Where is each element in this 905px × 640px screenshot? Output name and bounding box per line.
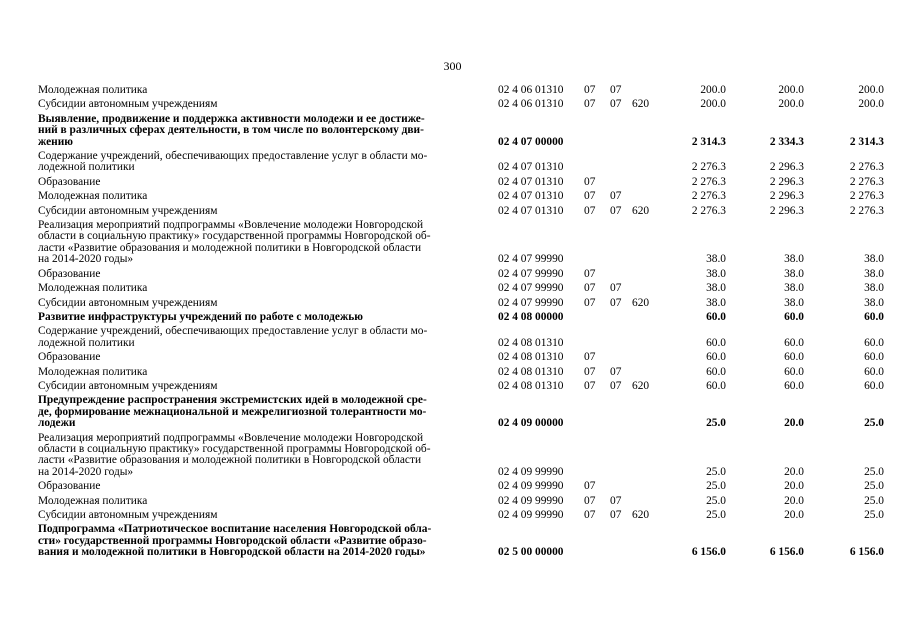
subsection-code: 07 [610,379,622,392]
subsection-code: 07 [610,84,622,96]
subsection-code: 07 [610,204,622,217]
item-name: Содержание учреждений, обеспечивающих предоставление услуг в области мо- лодежной политики [38,150,428,174]
amount-year-3: 200.0 [858,98,884,111]
item-name: Субсидии автономным учреждениям [38,509,218,521]
table-row [0,151,905,177]
item-name: Субсидии автономным учреждениям [38,98,218,111]
table-row [0,85,905,99]
budget-classification-code: 02 4 09 99990 [498,480,564,493]
section-code: 07 [584,494,596,507]
budget-classification-code: 02 4 07 99990 [498,296,564,309]
amount-year-3: 2 276.3 [849,175,884,188]
amount-year-1: 25.0 [706,494,726,507]
amount-year-3: 2 276.3 [849,161,884,174]
amount-year-2: 20.0 [784,480,804,493]
section-code: 07 [584,480,596,493]
section-code: 07 [584,365,596,378]
table-row [0,524,905,561]
table-row [0,381,905,395]
budget-classification-code: 02 4 08 01310 [498,351,564,364]
budget-classification-code: 02 4 08 01310 [498,365,564,378]
amount-year-2: 38.0 [784,267,804,280]
budget-classification-code: 02 4 07 99990 [498,282,564,295]
item-name: Молодежная политика [38,365,148,378]
amount-year-1: 60.0 [706,310,726,323]
item-name: Молодежная политика [38,84,148,96]
budget-classification-code: 02 4 07 01310 [498,161,564,174]
amount-year-2: 2 296.3 [769,161,804,174]
section-code: 07 [584,204,596,217]
amount-year-2: 200.0 [778,84,804,96]
budget-classification-code: 02 4 09 00000 [498,417,564,430]
amount-year-1: 25.0 [706,480,726,493]
amount-year-1: 2 314.3 [691,135,726,148]
budget-classification-code: 02 4 07 99990 [498,253,564,266]
budget-classification-code: 02 5 00 00000 [498,546,564,559]
budget-classification-code: 02 4 08 01310 [498,336,564,349]
section-code: 07 [584,84,596,96]
budget-classification-code: 02 4 07 99990 [498,267,564,280]
budget-table [0,85,905,562]
item-name: Развитие инфраструктуры учреждений по работе с молодежью [38,310,363,323]
amount-year-3: 25.0 [864,480,884,493]
table-row [0,433,905,482]
amount-year-3: 60.0 [864,310,884,323]
amount-year-1: 38.0 [706,282,726,295]
table-row [0,312,905,326]
amount-year-3: 38.0 [864,253,884,266]
expense-type-code: 620 [632,204,650,217]
budget-classification-code: 02 4 08 00000 [498,310,564,323]
amount-year-3: 25.0 [864,465,884,478]
amount-year-2: 2 296.3 [769,204,804,217]
amount-year-2: 38.0 [784,282,804,295]
amount-year-3: 38.0 [864,267,884,280]
amount-year-1: 2 276.3 [691,204,726,217]
item-name: Образование [38,267,101,280]
amount-year-2: 60.0 [784,310,804,323]
amount-year-2: 2 296.3 [769,190,804,203]
amount-year-3: 2 276.3 [849,204,884,217]
table-row [0,496,905,510]
section-code: 07 [584,509,596,521]
amount-year-3: 60.0 [864,379,884,392]
amount-year-1: 200.0 [700,98,726,111]
table-row [0,269,905,283]
amount-year-3: 60.0 [864,365,884,378]
amount-year-2: 60.0 [784,336,804,349]
amount-year-2: 60.0 [784,365,804,378]
budget-classification-code: 02 4 09 99990 [498,509,564,521]
amount-year-1: 60.0 [706,379,726,392]
section-code: 07 [584,351,596,364]
subsection-code: 07 [610,509,622,521]
amount-year-3: 60.0 [864,351,884,364]
amount-year-2: 20.0 [784,494,804,507]
amount-year-2: 6 156.0 [769,546,804,559]
section-code: 07 [584,296,596,309]
table-row [0,220,905,269]
amount-year-3: 38.0 [864,296,884,309]
budget-classification-code: 02 4 07 01310 [498,190,564,203]
subsection-code: 07 [610,282,622,295]
item-name: Молодежная политика [38,282,148,295]
budget-classification-code: 02 4 09 99990 [498,465,564,478]
amount-year-1: 25.0 [706,417,726,430]
section-code: 07 [584,190,596,203]
budget-classification-code: 02 4 06 01310 [498,98,564,111]
table-row [0,326,905,352]
item-name: Субсидии автономным учреждениям [38,379,218,392]
amount-year-3: 6 156.0 [849,546,884,559]
amount-year-2: 20.0 [784,417,804,430]
amount-year-1: 25.0 [706,465,726,478]
expense-type-code: 620 [632,296,650,309]
section-code: 07 [584,175,596,188]
amount-year-1: 2 276.3 [691,161,726,174]
budget-classification-code: 02 4 07 00000 [498,135,564,148]
budget-classification-code: 02 4 08 01310 [498,379,564,392]
subsection-code: 07 [610,296,622,309]
table-row [0,99,905,113]
table-row [0,114,905,151]
table-row [0,283,905,297]
amount-year-1: 2 276.3 [691,190,726,203]
amount-year-2: 60.0 [784,351,804,364]
item-name: Субсидии автономным учреждениям [38,296,218,309]
amount-year-1: 38.0 [706,267,726,280]
budget-classification-code: 02 4 09 99990 [498,494,564,507]
amount-year-1: 60.0 [706,365,726,378]
amount-year-2: 38.0 [784,296,804,309]
item-name: Предупреждение распространения экстремистских идей в молодежной сре- де, формирование межнациональной и межрелигиозной толерантности мо- лодежи [38,394,427,430]
budget-classification-code: 02 4 07 01310 [498,175,564,188]
item-name: Выявление, продвижение и поддержка активности молодежи и ее достиже- ний в различных сферах деятельности, в том числе по волонтерскому дви- жению [38,112,425,148]
amount-year-3: 25.0 [864,417,884,430]
expense-type-code: 620 [632,98,650,111]
section-code: 07 [584,379,596,392]
table-row [0,177,905,191]
subsection-code: 07 [610,494,622,507]
table-row [0,367,905,381]
subsection-code: 07 [610,190,622,203]
item-name: Реализация мероприятий подпрограммы «Вовлечение молодежи Новгородской области в социальную практику» государственной программы Новгородской об- ласти «Развитие образования и молодежной политики в Новгородской области на 2014-2020 годы» [38,219,431,266]
table-row [0,510,905,524]
amount-year-1: 38.0 [706,296,726,309]
expense-type-code: 620 [632,379,650,392]
amount-year-3: 25.0 [864,509,884,521]
page-number: 300 [443,59,462,73]
item-name: Субсидии автономным учреждениям [38,204,218,217]
table-row [0,481,905,495]
amount-year-3: 2 314.3 [849,135,884,148]
amount-year-1: 60.0 [706,336,726,349]
amount-year-2: 2 296.3 [769,175,804,188]
item-name: Подпрограмма «Патриотическое воспитание населения Новгородской обла- сти» государственной программы Новгородской области «Развитие образо- вания и молодежной политики в Новгородской области на 2014-2020 годы» [38,523,432,559]
amount-year-3: 200.0 [858,84,884,96]
amount-year-1: 25.0 [706,509,726,521]
section-code: 07 [584,98,596,111]
expense-type-code: 620 [632,509,650,521]
item-name: Молодежная политика [38,190,148,203]
amount-year-2: 20.0 [784,509,804,521]
amount-year-2: 60.0 [784,379,804,392]
item-name: Реализация мероприятий подпрограммы «Вовлечение молодежи Новгородской области в социальную практику» государственной программы Новгородской об- ласти «Развитие образования и молодежной политики в Новгородской области на 2014-2020 годы» [38,431,431,478]
amount-year-1: 2 276.3 [691,175,726,188]
budget-classification-code: 02 4 07 01310 [498,204,564,217]
subsection-code: 07 [610,98,622,111]
amount-year-3: 60.0 [864,336,884,349]
section-code: 07 [584,282,596,295]
amount-year-2: 38.0 [784,253,804,266]
item-name: Содержание учреждений, обеспечивающих предоставление услуг в области мо- лодежной политики [38,325,428,349]
item-name: Образование [38,175,101,188]
amount-year-3: 38.0 [864,282,884,295]
amount-year-1: 6 156.0 [691,546,726,559]
section-code: 07 [584,267,596,280]
table-row [0,352,905,366]
table-row [0,206,905,220]
subsection-code: 07 [610,365,622,378]
budget-classification-code: 02 4 06 01310 [498,84,564,96]
table-row [0,395,905,432]
amount-year-1: 60.0 [706,351,726,364]
item-name: Образование [38,351,101,364]
item-name: Образование [38,480,101,493]
amount-year-1: 200.0 [700,84,726,96]
amount-year-1: 38.0 [706,253,726,266]
amount-year-3: 2 276.3 [849,190,884,203]
amount-year-3: 25.0 [864,494,884,507]
amount-year-2: 2 334.3 [769,135,804,148]
table-row [0,298,905,312]
amount-year-2: 20.0 [784,465,804,478]
table-row [0,191,905,205]
item-name: Молодежная политика [38,494,148,507]
amount-year-2: 200.0 [778,98,804,111]
